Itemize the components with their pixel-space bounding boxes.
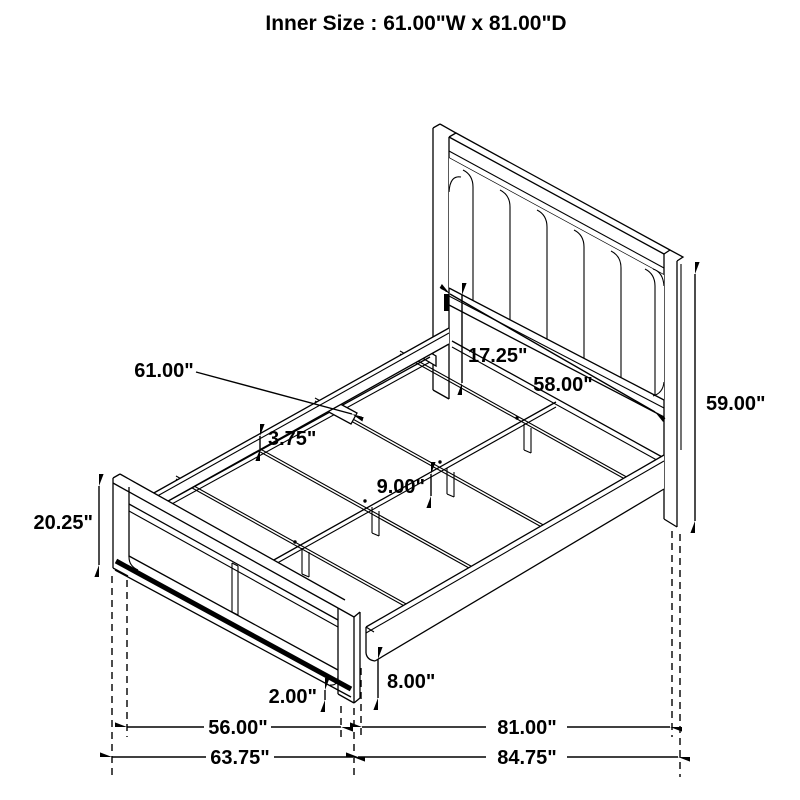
dim-label-56-00: 56.00" <box>208 717 268 739</box>
dim-footboard-inner-width <box>127 717 341 739</box>
dim-footboard-outer-width <box>112 747 353 769</box>
dim-label-58-00: 58.00" <box>533 374 593 396</box>
dim-label-2-00: 2.00" <box>268 686 317 708</box>
dim-label-84-75: 84.75" <box>497 747 557 769</box>
dim-label-81-00: 81.00" <box>497 717 557 739</box>
dim-label-3-75: 3.75" <box>268 428 317 450</box>
dim-rail-floor-clearance <box>378 659 435 698</box>
dim-label-59-00: 59.00" <box>706 393 766 415</box>
footboard-drawing <box>113 474 360 703</box>
dim-label-20-25: 20.25" <box>33 512 93 534</box>
dim-support-leg-height <box>377 474 431 498</box>
dim-footboard-height <box>33 486 99 565</box>
dim-headboard-height <box>695 274 766 521</box>
dim-label-9-00: 9.00" <box>376 476 425 498</box>
dim-slat-recess <box>260 428 316 450</box>
dim-label-61-00: 61.00" <box>134 360 194 382</box>
dim-overall-depth <box>358 747 678 769</box>
page-title: Inner Size : 61.00"W x 81.00"D <box>265 12 567 35</box>
dim-inner-depth <box>362 717 670 739</box>
dim-center-rail-width <box>134 360 352 414</box>
rail-pin <box>444 294 449 311</box>
dim-footboard-base-height <box>269 686 325 708</box>
dim-label-8-00: 8.00" <box>387 671 436 693</box>
dim-label-17-25: 17.25" <box>468 345 528 367</box>
dim-label-63-75: 63.75" <box>210 747 270 769</box>
